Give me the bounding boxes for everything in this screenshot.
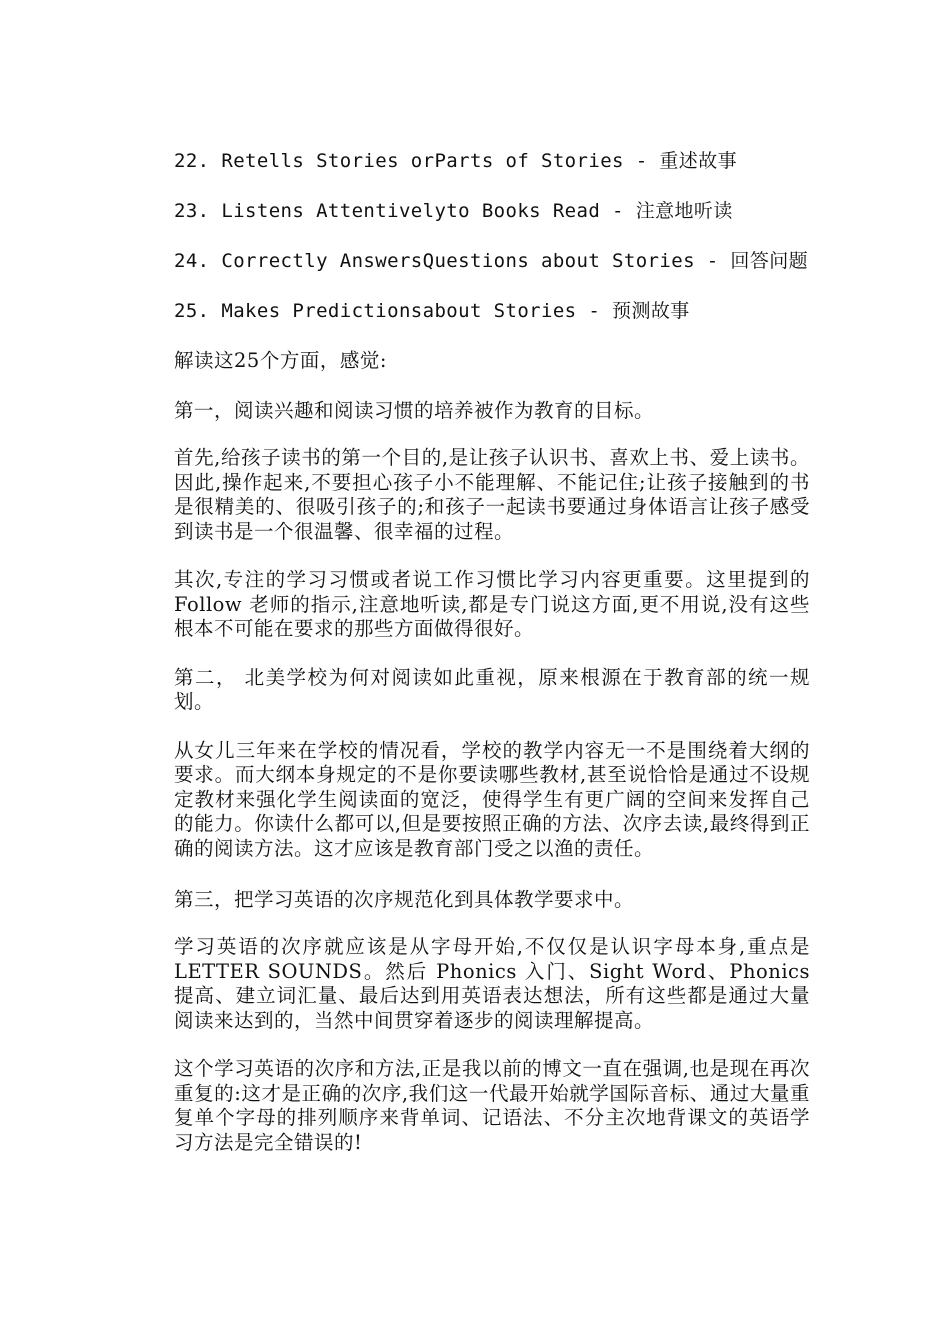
list-item-25: 25. Makes Predictionsabout Stories - 预测故事: [174, 300, 690, 322]
point1-paragraph-2: 其次,专注的学习习惯或者说工作习惯比学习内容更重要。这里提到的 Follow 老师的指示,注意地听读,都是专门说这方面,更不用说,没有这些根本不可能在要求的那些方面做得很好。: [174, 568, 810, 640]
point3-paragraph-1: 学习英语的次序就应该是从字母开始,不仅仅是认识字母本身,重点是 LETTER SOUNDS。然后 Phonics 入门、Sight Word、Phonics 提高、建立词汇量、最后达到用英语表达想法，所有这些都是通过大量阅读来达到的，当然中间贯穿着逐步的阅读理解提高。: [174, 935, 810, 1032]
point3-paragraph-2: 这个学习英语的次序和方法,正是我以前的博文一直在强调,也是现在再次重复的:这才是正确的次序,我们这一代最开始就学国际音标、通过大量重复单个字母的排列顺序来背单词、记语法、不分主次地背课文的英语学习方法是完全错误的!: [174, 1057, 810, 1154]
point3-heading: 第三，把学习英语的次序规范化到具体教学要求中。: [174, 888, 635, 911]
summary-intro: 解读这25个方面，感觉:: [174, 349, 387, 372]
list-item-23: 23. Listens Attentivelyto Books Read - 注意地听读: [174, 200, 733, 222]
list-item-24: 24. Correctly AnswersQuestions about Stories - 回答问题: [174, 250, 809, 272]
point2-paragraph-1: 从女儿三年来在学校的情况看，学校的教学内容无一不是围绕着大纲的要求。而大纲本身规定的不是你要读哪些教材,甚至说恰恰是通过不设规定教材来强化学生阅读面的宽泛，使得学生有更广阔的空间来发挥自己的能力。你读什么都可以,但是要按照正确的方法、次序去读,最终得到正确的阅读方法。这才应该是教育部门受之以渔的责任。: [174, 738, 810, 860]
list-item-22: 22. Retells Stories orParts of Stories - 重述故事: [174, 150, 737, 172]
point1-paragraph-1: 首先,给孩子读书的第一个目的,是让孩子认识书、喜欢上书、爱上读书。因此,操作起来,不要担心孩子小不能理解、不能记住;让孩子接触到的书是很精美的、很吸引孩子的;和孩子一起读书要通过身体语言让孩子感受到读书是一个很温馨、很幸福的过程。: [174, 446, 810, 543]
point1-heading: 第一，阅读兴趣和阅读习惯的培养被作为教育的目标。: [174, 399, 655, 422]
document-body: [174, 146, 810, 1179]
point2-heading: 第二， 北美学校为何对阅读如此重视，原来根源在于教育部的统一规划。: [174, 665, 810, 713]
